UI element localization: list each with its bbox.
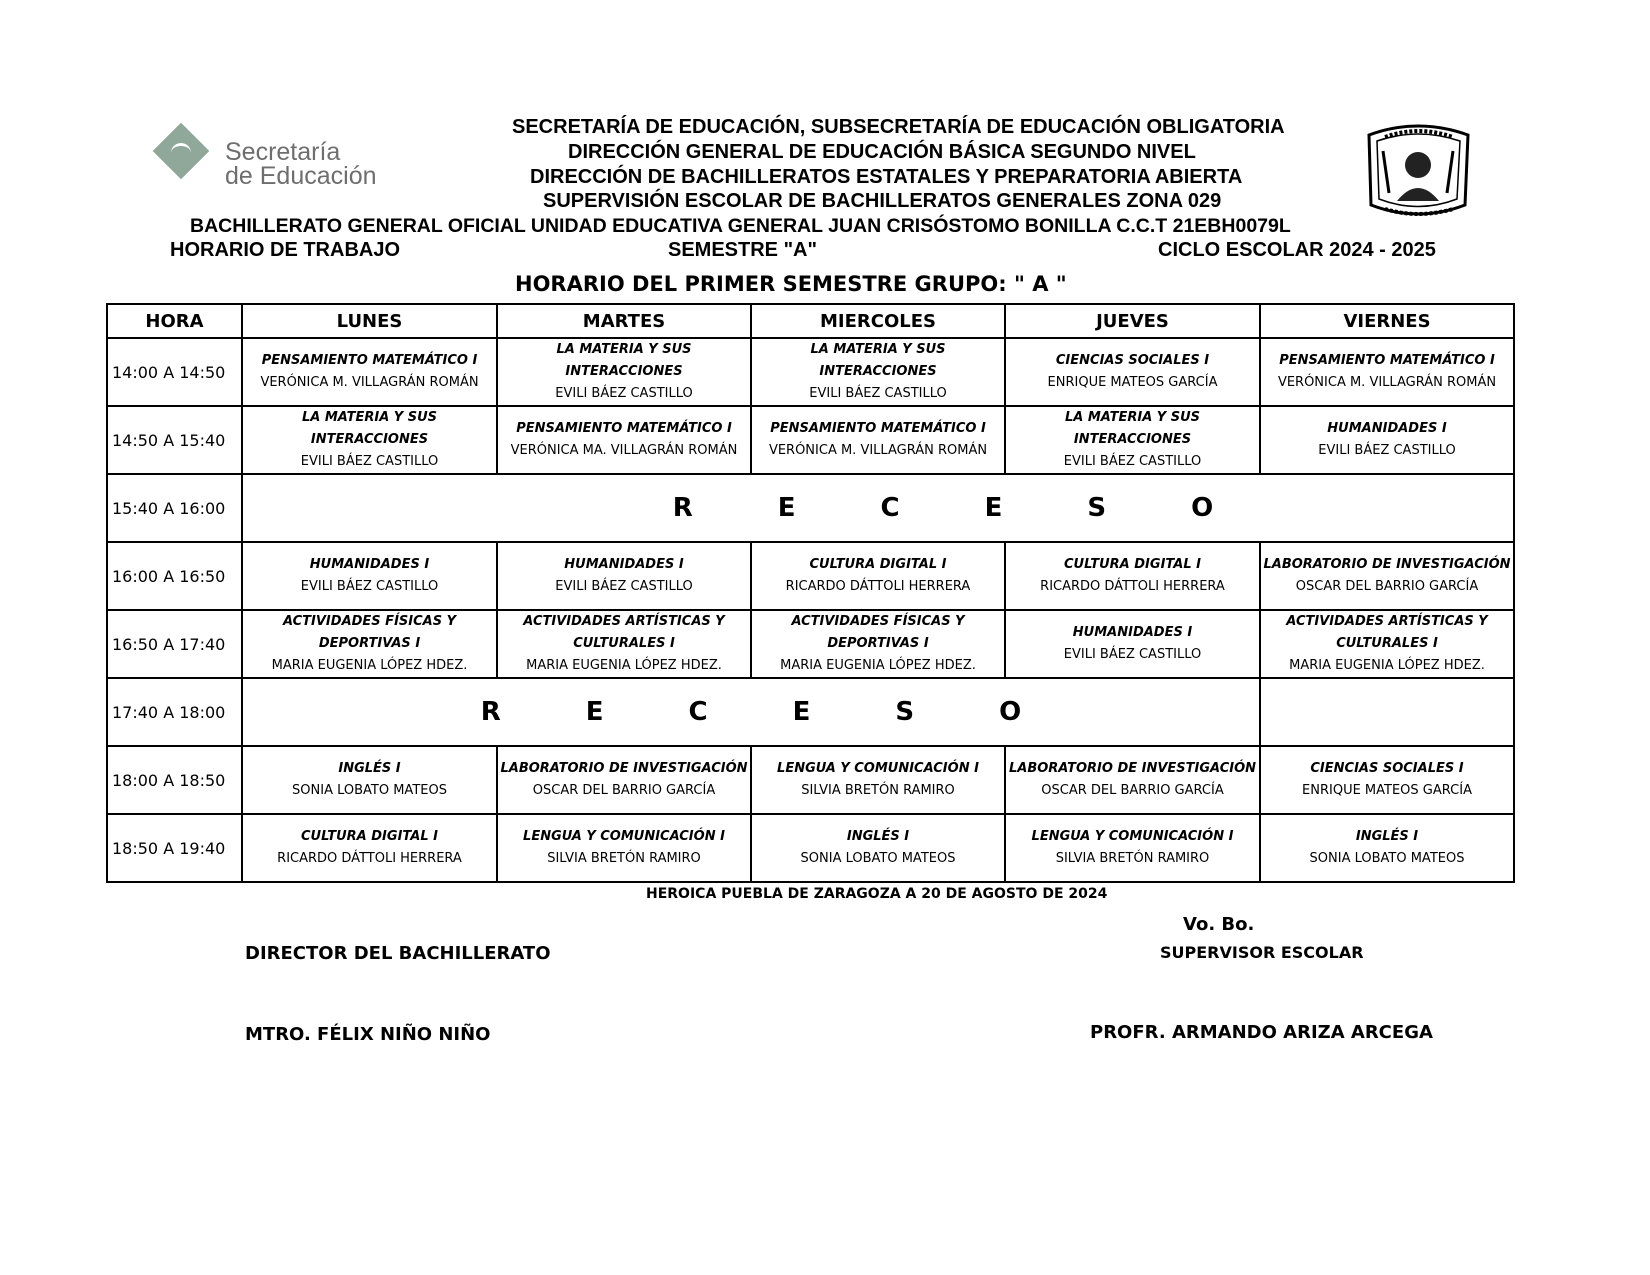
time-slot: 17:40 A 18:00: [107, 678, 242, 746]
teacher-name: EVILI BÁEZ CASTILLO: [555, 579, 693, 594]
subject-name: HUMANIDADES I: [1327, 421, 1447, 436]
schedule-table: [106, 303, 1515, 883]
recess-letter: R: [480, 697, 501, 727]
vobo-label: Vo. Bo.: [1183, 914, 1255, 935]
subject-name: CIENCIAS SOCIALES I: [1310, 761, 1464, 776]
subject-name: INGLÉS I: [1355, 829, 1419, 844]
logo-text-line1: Secretaría: [225, 138, 341, 166]
subject-name: LENGUA Y COMUNICACIÓN I: [777, 761, 979, 776]
time-slot: 14:00 A 14:50: [107, 338, 242, 406]
class-cell: [242, 338, 497, 406]
class-cell: [751, 542, 1005, 610]
class-cell: [1005, 406, 1260, 474]
teacher-name: OSCAR DEL BARRIO GARCÍA: [1041, 783, 1224, 798]
teacher-name: MARIA EUGENIA LÓPEZ HDEZ.: [780, 658, 976, 673]
time-slot: 15:40 A 16:00: [107, 474, 242, 542]
subject-name: CULTURA DIGITAL I: [1064, 557, 1201, 572]
teacher-name: ENRIQUE MATEOS GARCÍA: [1047, 375, 1218, 390]
class-cell: [242, 542, 497, 610]
supervisor-title: SUPERVISOR ESCOLAR: [1160, 943, 1364, 962]
recess-cell: [242, 474, 1514, 542]
class-cell: [751, 338, 1005, 406]
subject-name: ACTIVIDADES FÍSICAS Y DEPORTIVAS I: [282, 614, 457, 651]
subject-name: INGLÉS I: [846, 829, 910, 844]
logo-arc-icon: [171, 143, 191, 160]
schedule-row: [107, 474, 1514, 542]
teacher-name: SILVIA BRETÓN RAMIRO: [1055, 851, 1210, 866]
schedule-row: [107, 814, 1514, 882]
recess-letter: S: [1087, 493, 1107, 523]
schedule-row: [107, 406, 1514, 474]
horario-label: HORARIO DE TRABAJO: [170, 239, 401, 261]
schedule-row: [107, 678, 1514, 746]
class-cell: [1260, 814, 1514, 882]
class-cell: [497, 338, 751, 406]
place-date: HEROICA PUEBLA DE ZARAGOZA A 20 DE AGOSTO DE 2024: [646, 886, 1108, 902]
teacher-name: OSCAR DEL BARRIO GARCÍA: [532, 783, 716, 798]
teacher-name: EVILI BÁEZ CASTILLO: [809, 386, 947, 401]
class-cell: [751, 814, 1005, 882]
class-cell: [1260, 610, 1514, 678]
teacher-name: EVILI BÁEZ CASTILLO: [300, 579, 439, 594]
recess-letter: O: [1191, 493, 1214, 523]
class-cell: [497, 814, 751, 882]
teacher-name: EVILI BÁEZ CASTILLO: [555, 386, 693, 401]
subject-name: LA MATERIA Y SUS INTERACCIONES: [556, 342, 692, 379]
subject-name: PENSAMIENTO MATEMÁTICO I: [1279, 353, 1495, 368]
time-slot: 16:50 A 17:40: [107, 610, 242, 678]
semestre-label: SEMESTRE "A": [668, 239, 817, 261]
schedule-row: [107, 542, 1514, 610]
class-cell: [242, 610, 497, 678]
recess-letter: O: [999, 697, 1022, 727]
recess-letter: E: [777, 493, 796, 523]
teacher-name: EVILI BÁEZ CASTILLO: [1063, 454, 1202, 469]
teacher-name: EVILI BÁEZ CASTILLO: [1063, 647, 1202, 662]
header-line-5: BACHILLERATO GENERAL OFICIAL UNIDAD EDUCATIVA GENERAL JUAN CRISÓSTOMO BONILLA C.C.T 21EBH0079L: [190, 215, 1291, 237]
school-seal-icon: [1361, 121, 1476, 221]
class-cell: [1005, 542, 1260, 610]
director-name: MTRO. FÉLIX NIÑO NIÑO: [245, 1024, 491, 1045]
header-line-4: SUPERVISIÓN ESCOLAR DE BACHILLERATOS GENERALES ZONA 029: [543, 190, 1222, 212]
class-cell: [751, 406, 1005, 474]
col-header-lunes: LUNES: [242, 304, 497, 338]
teacher-name: SONIA LOBATO MATEOS: [292, 783, 447, 798]
teacher-name: SONIA LOBATO MATEOS: [800, 851, 956, 866]
header-line-3: DIRECCIÓN DE BACHILLERATOS ESTATALES Y PREPARATORIA ABIERTA: [530, 166, 1243, 188]
class-cell: [497, 610, 751, 678]
supervisor-name: PROFR. ARMANDO ARIZA ARCEGA: [1090, 1022, 1433, 1043]
subject-name: HUMANIDADES I: [564, 557, 684, 572]
class-cell: [497, 746, 751, 814]
class-cell: [497, 542, 751, 610]
teacher-name: MARIA EUGENIA LÓPEZ HDEZ.: [271, 658, 468, 673]
teacher-name: ENRIQUE MATEOS GARCÍA: [1302, 783, 1472, 798]
teacher-name: VERÓNICA M. VILLAGRÁN ROMÁN: [260, 375, 479, 390]
empty-cell: [1260, 678, 1514, 746]
subject-name: CULTURA DIGITAL I: [301, 829, 438, 844]
recess-letter: E: [792, 697, 811, 727]
recess-letter: C: [880, 493, 900, 523]
teacher-name: RICARDO DÁTTOLI HERRERA: [1040, 579, 1225, 594]
header-line-2: DIRECCIÓN GENERAL DE EDUCACIÓN BÁSICA SEGUNDO NIVEL: [568, 141, 1196, 163]
subject-name: LENGUA Y COMUNICACIÓN I: [1031, 829, 1234, 844]
teacher-name: OSCAR DEL BARRIO GARCÍA: [1295, 579, 1479, 594]
class-cell: [242, 406, 497, 474]
recess-letter: E: [984, 493, 1003, 523]
teacher-name: SILVIA BRETÓN RAMIRO: [801, 783, 955, 798]
subject-name: LABORATORIO DE INVESTIGACIÓN: [500, 761, 748, 776]
teacher-name: RICARDO DÁTTOLI HERRERA: [785, 579, 971, 594]
teacher-name: MARIA EUGENIA LÓPEZ HDEZ.: [1289, 658, 1485, 673]
subject-name: LABORATORIO DE INVESTIGACIÓN: [1008, 761, 1257, 776]
class-cell: [1260, 338, 1514, 406]
subject-name: LA MATERIA Y SUS INTERACCIONES: [301, 410, 438, 447]
subject-name: INGLÉS I: [338, 761, 401, 776]
subject-name: PENSAMIENTO MATEMÁTICO I: [516, 421, 732, 436]
time-slot: 18:00 A 18:50: [107, 746, 242, 814]
recess-letter: E: [585, 697, 604, 727]
time-slot: 16:00 A 16:50: [107, 542, 242, 610]
subject-name: ACTIVIDADES ARTÍSTICAS Y CULTURALES I: [523, 614, 725, 651]
col-header-viernes: VIERNES: [1260, 304, 1514, 338]
subject-name: HUMANIDADES I: [309, 557, 430, 572]
subject-name: CIENCIAS SOCIALES I: [1055, 353, 1210, 368]
header-line-1: SECRETARÍA DE EDUCACIÓN, SUBSECRETARÍA DE EDUCACIÓN OBLIGATORIA: [512, 116, 1285, 138]
teacher-name: VERÓNICA M. VILLAGRÁN ROMÁN: [768, 443, 988, 458]
teacher-name: VERÓNICA MA. VILLAGRÁN ROMÁN: [510, 443, 738, 458]
col-header-jueves: JUEVES: [1005, 304, 1260, 338]
teacher-name: SONIA LOBATO MATEOS: [1309, 851, 1465, 866]
subject-name: PENSAMIENTO MATEMÁTICO I: [261, 353, 478, 368]
teacher-name: MARIA EUGENIA LÓPEZ HDEZ.: [526, 658, 722, 673]
class-cell: [242, 814, 497, 882]
class-cell: [1005, 610, 1260, 678]
col-header-hora: HORA: [107, 304, 242, 338]
schedule-row: [107, 338, 1514, 406]
teacher-name: VERÓNICA M. VILLAGRÁN ROMÁN: [1277, 375, 1497, 390]
time-slot: 14:50 A 15:40: [107, 406, 242, 474]
schedule-row: [107, 746, 1514, 814]
class-cell: [751, 610, 1005, 678]
teacher-name: SILVIA BRETÓN RAMIRO: [547, 851, 701, 866]
subject-name: LA MATERIA Y SUS INTERACCIONES: [810, 342, 946, 379]
subject-name: ACTIVIDADES ARTÍSTICAS Y CULTURALES I: [1286, 614, 1488, 651]
recess-letter: R: [672, 493, 693, 523]
schedule-header-row: [107, 304, 1514, 338]
recess-letter: S: [895, 697, 915, 727]
class-cell: [497, 406, 751, 474]
subject-name: LENGUA Y COMUNICACIÓN I: [523, 829, 725, 844]
schedule-row: [107, 610, 1514, 678]
subject-name: PENSAMIENTO MATEMÁTICO I: [770, 421, 986, 436]
class-cell: [1260, 542, 1514, 610]
class-cell: [1005, 338, 1260, 406]
class-cell: [751, 746, 1005, 814]
logo-text-line2: de Educación: [225, 162, 377, 190]
time-slot: 18:50 A 19:40: [107, 814, 242, 882]
subject-name: LA MATERIA Y SUS INTERACCIONES: [1064, 410, 1201, 447]
director-title: DIRECTOR DEL BACHILLERATO: [245, 943, 551, 964]
class-cell: [242, 746, 497, 814]
teacher-name: EVILI BÁEZ CASTILLO: [300, 454, 439, 469]
ciclo-label: CICLO ESCOLAR 2024 - 2025: [1158, 239, 1436, 261]
subject-name: HUMANIDADES I: [1072, 625, 1193, 640]
col-header-miercoles: MIERCOLES: [751, 304, 1005, 338]
subject-name: LABORATORIO DE INVESTIGACIÓN: [1263, 557, 1511, 572]
recess-letter: C: [688, 697, 708, 727]
teacher-name: RICARDO DÁTTOLI HERRERA: [277, 851, 462, 866]
class-cell: [1005, 746, 1260, 814]
subject-name: CULTURA DIGITAL I: [809, 557, 947, 572]
class-cell: [1260, 746, 1514, 814]
class-cell: [1260, 406, 1514, 474]
col-header-martes: MARTES: [497, 304, 751, 338]
subject-name: ACTIVIDADES FÍSICAS Y DEPORTIVAS I: [791, 614, 965, 651]
teacher-name: EVILI BÁEZ CASTILLO: [1318, 443, 1456, 458]
class-cell: [1005, 814, 1260, 882]
secretaria-logo: [155, 125, 395, 191]
schedule-title: HORARIO DEL PRIMER SEMESTRE GRUPO: " A ": [515, 272, 1067, 296]
recess-cell: [242, 678, 1260, 746]
